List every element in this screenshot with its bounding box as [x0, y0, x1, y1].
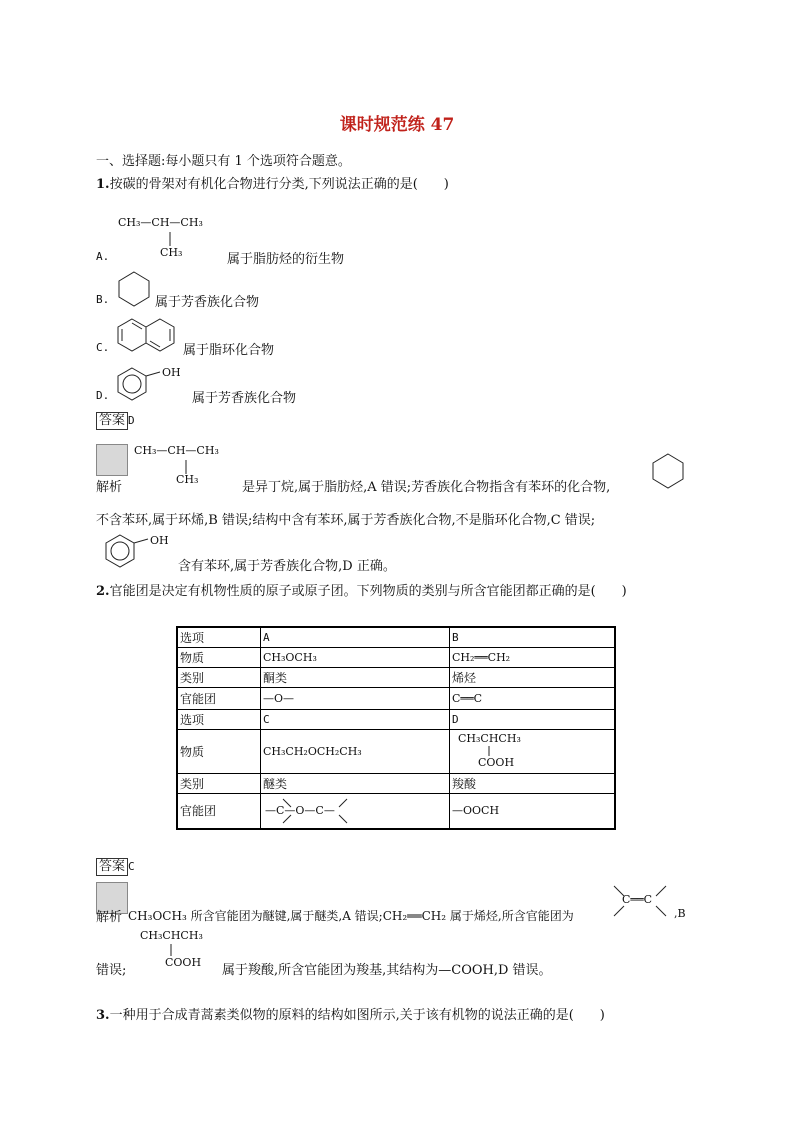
option-a-text: 属于脂肪烃的衍生物 [227, 252, 345, 267]
isobutane-formula-top: CH₃—CH—CH₃ [118, 216, 203, 229]
table-row [177, 667, 615, 687]
alkene-cc-label: C══C [622, 893, 653, 906]
analysis-marker [96, 444, 128, 476]
analysis-text-line3: 含有苯环,属于芳香族化合物,D 正确。 [178, 559, 396, 574]
table-cell: CH₃OCH₃ [261, 647, 450, 667]
question-text: 官能团是决定有机物性质的原子或原子团。下列物质的类别与所含官能团都正确的是( ) [109, 584, 627, 599]
analysis-label: 解析 [96, 910, 123, 925]
table-row [177, 793, 615, 829]
functional-group-table [176, 626, 616, 830]
analysis-label: 解析 [96, 480, 123, 495]
isobutane-formula-top: CH₃—CH—CH₃ [134, 444, 219, 457]
analysis-text-line1: CH₃OCH₃ 所含官能团为醚键,属于醚类,A 错误;CH₂══CH₂ 属于烯烃,所含官能团为 [128, 909, 574, 923]
table-cell: B [450, 627, 616, 647]
table-cell: —OOCH [450, 793, 616, 829]
ether-group-formula: —C—O—C— [265, 803, 335, 817]
answer-row [96, 858, 135, 876]
table-cell: 酮类 [261, 667, 450, 687]
bond-line-icon [169, 232, 171, 246]
table-row [177, 627, 615, 647]
table-cell: 类别 [177, 773, 261, 793]
question-1-stem [96, 173, 449, 192]
table-cell: —O— [261, 687, 450, 709]
table-cell: 官能团 [177, 793, 261, 829]
option-b-label: B. [96, 293, 110, 306]
table-row [177, 773, 615, 793]
phenol-oh-label: OH [150, 534, 169, 547]
question-number: 1. [96, 177, 110, 192]
section-heading: 一、选择题:每小题只有 1 个选项符合题意。 [96, 154, 351, 169]
table-cell [450, 729, 616, 773]
isobutyric-acid-bottom: COOH [478, 756, 515, 769]
answer-value: D [128, 414, 135, 427]
table-cell: 官能团 [177, 687, 261, 709]
answer-label: 答案 [96, 858, 128, 876]
table-cell: 物质 [177, 729, 261, 773]
table-cell: CH₃CH₂OCH₂CH₃ [261, 729, 450, 773]
option-c-text: 属于脂环化合物 [183, 343, 275, 358]
question-2-stem [96, 580, 627, 599]
answer-value: C [128, 860, 135, 873]
question-number: 3. [96, 1008, 110, 1023]
answer-label: 答案 [96, 412, 128, 430]
analysis-text-line1: 是异丁烷,属于脂肪烃,A 错误;芳香族化合物指含有苯环的化合物, [242, 480, 611, 495]
table-row [177, 647, 615, 667]
isobutyric-acid-bottom: COOH [165, 956, 202, 969]
option-d-text: 属于芳香族化合物 [192, 391, 297, 406]
table-cell [261, 793, 450, 829]
option-c-label: C. [96, 341, 110, 354]
analysis-text-line1-end: ,B [674, 907, 686, 920]
bond-line-icon [488, 746, 490, 756]
isobutyric-acid-top: CH₃CHCH₃ [458, 732, 521, 745]
bond-line-icon [185, 460, 187, 474]
table-cell: 类别 [177, 667, 261, 687]
page-title: 课时规范练 47 [339, 115, 455, 135]
table-cell: D [450, 709, 616, 729]
table-row [177, 709, 615, 729]
question-text: 一种用于合成青蒿素类似物的原料的结构如图所示,关于该有机物的说法正确的是( ) [109, 1008, 605, 1023]
table-cell: 羧酸 [450, 773, 616, 793]
table-row [177, 729, 615, 773]
analysis-text-line2-start: 错误; [96, 963, 127, 978]
analysis-text-line2: 属于羧酸,所含官能团为羧基,其结构为—COOH,D 错误。 [222, 963, 552, 978]
table-cell: A [261, 627, 450, 647]
table-cell: 醚类 [261, 773, 450, 793]
cyclohexene-structure-icon [116, 270, 152, 306]
table-cell: 烯烃 [450, 667, 616, 687]
isobutyric-acid-top: CH₃CHCH₃ [140, 929, 203, 942]
cyclohexene-structure-icon [650, 452, 686, 488]
bond-line-icon [170, 944, 172, 956]
option-a-label: A. [96, 250, 110, 263]
table-row [177, 687, 615, 709]
answer-row [96, 412, 135, 430]
question-number: 2. [96, 584, 110, 599]
analysis-text-line2: 不含苯环,属于环烯,B 错误;结构中含有苯环,属于芳香族化合物,不是脂环化合物,C 错误; [96, 513, 596, 528]
naphthalene-structure-icon [116, 317, 180, 353]
option-d-label: D. [96, 389, 110, 402]
table-cell: 物质 [177, 647, 261, 667]
option-b-text: 属于芳香族化合物 [155, 295, 260, 310]
isobutane-formula-bottom: CH₃ [160, 246, 183, 259]
question-text: 按碳的骨架对有机化合物进行分类,下列说法正确的是( ) [109, 177, 449, 192]
isobutane-formula-bottom: CH₃ [176, 473, 199, 486]
phenol-oh-label: OH [162, 366, 181, 379]
table-cell: CH₂══CH₂ [450, 647, 616, 667]
table-cell: C [261, 709, 450, 729]
table-cell: 选项 [177, 627, 261, 647]
question-3-stem [96, 1004, 605, 1023]
table-cell: C══C [450, 687, 616, 709]
table-cell: 选项 [177, 709, 261, 729]
